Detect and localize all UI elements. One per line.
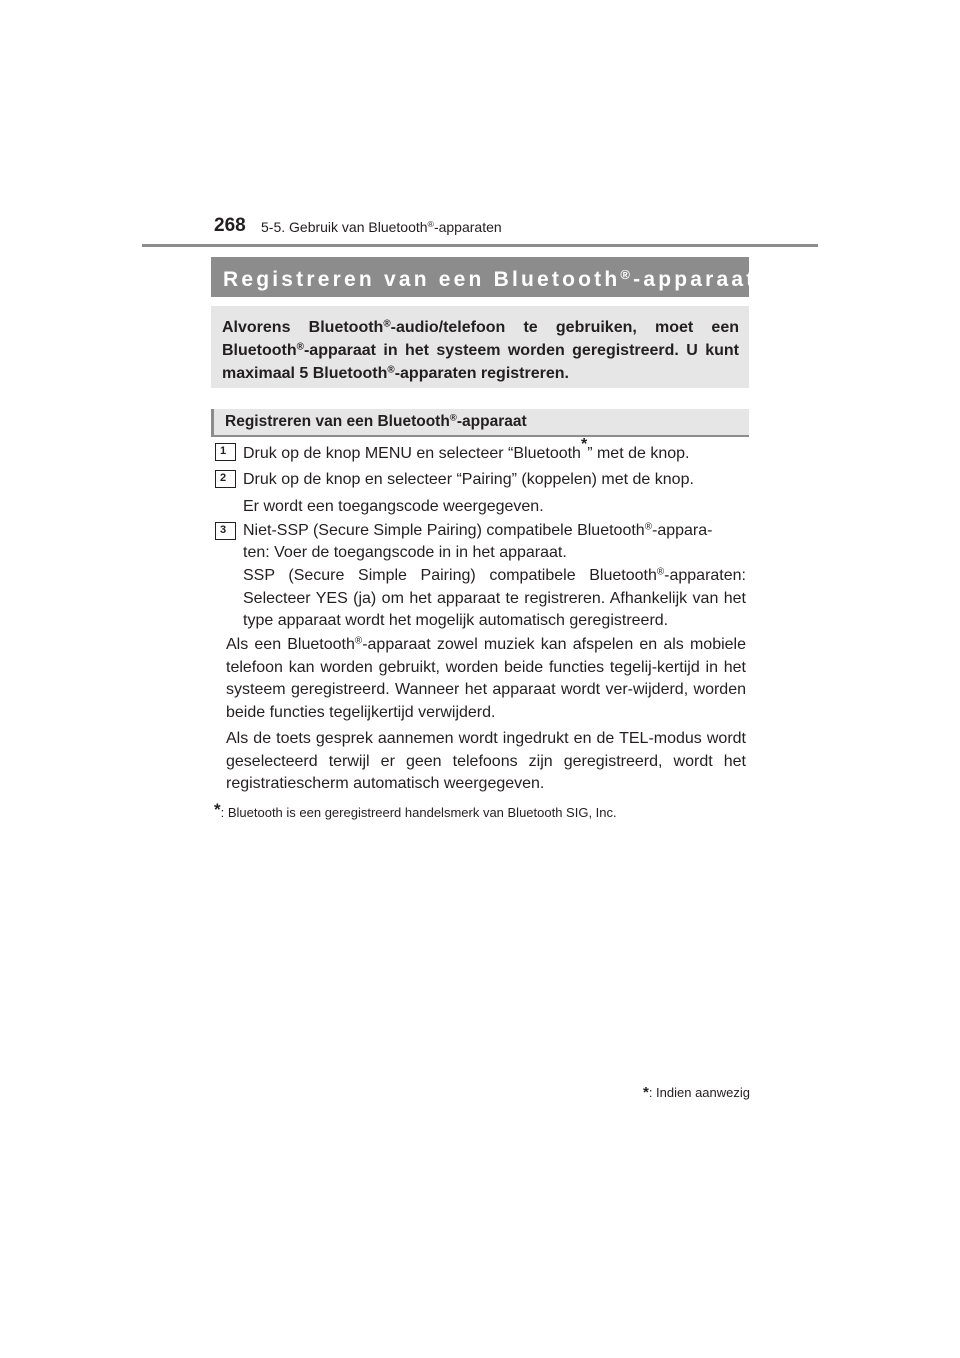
intro-text-3: -apparaat in het systeem worden geregistreerd. U kunt maximaal 5 Bluetooth xyxy=(222,342,739,382)
step-number-2: 2 xyxy=(215,470,236,488)
registered-mark: ® xyxy=(656,566,665,578)
running-header xyxy=(261,219,502,235)
intro-text-2: -audio/telefoon te gebruiken, moet een Bluetooth xyxy=(222,319,739,359)
step-2-note: Er wordt een toegangscode weergegeven. xyxy=(243,498,544,515)
step-3-ssp-before: SSP (Secure Simple Pairing) compatibele Bluetooth xyxy=(243,567,657,584)
registered-mark: ® xyxy=(620,266,634,282)
step-3-line-2: ten: Voer de toegangscode in in het apparaat. xyxy=(243,544,567,561)
availability-note-text: : Indien aanwezig xyxy=(648,1085,750,1100)
intro-box xyxy=(211,306,749,388)
asterisk-mark: * xyxy=(214,800,221,819)
paragraph-1-after: -apparaat zowel muziek kan afspelen en als mobiele telefoon kan worden gebruikt, worden beide functies tegelij-kertijd in het systeem geregistreerd. Wanneer het apparaat wordt ver-wijderd, worden beide functies tegelijkertijd verwijderd. xyxy=(226,636,747,721)
step-number-3: 3 xyxy=(215,522,236,540)
step-1-text xyxy=(243,436,690,466)
step-3-line-1-before: Niet-SSP (Secure Simple Pairing) compatibele Bluetooth xyxy=(243,522,645,539)
asterisk-mark: * xyxy=(580,436,588,454)
section-title-prefix: Registreren van een Bluetooth xyxy=(223,268,621,291)
availability-note xyxy=(630,1084,750,1101)
registered-mark: ® xyxy=(296,341,304,353)
availability-asterisk: * xyxy=(759,264,769,280)
registered-mark: ® xyxy=(449,412,457,424)
paragraph-1-before: Als een Bluetooth xyxy=(226,636,355,653)
registered-mark: ® xyxy=(383,318,391,330)
asterisk-mark: * xyxy=(642,1084,649,1101)
header-rule xyxy=(142,244,818,247)
registered-mark: ® xyxy=(427,219,434,230)
subheading-suffix: -apparaat xyxy=(456,413,527,430)
step-2-text: Druk op de knop en selecteer “Pairing” (koppelen) met de knop. xyxy=(243,471,694,488)
step-3-ssp-after: -apparaten: Selecteer YES (ja) om het apparaat te registreren. Afhankelijk van het type apparaat wordt het mogelijk automatisch geregistreerd. xyxy=(243,567,746,629)
registered-mark: ® xyxy=(354,635,363,647)
running-header-prefix: 5-5. Gebruik van Bluetooth xyxy=(261,219,428,235)
running-header-suffix: -apparaten xyxy=(433,219,502,235)
step-1-text-after: ” met de knop. xyxy=(587,445,690,462)
step-3-line-1-after: -appara- xyxy=(652,522,713,539)
paragraph-combined-device xyxy=(226,634,746,724)
paragraph-tel-mode: Als de toets gesprek aannemen wordt ingedrukt en de TEL-modus wordt geselecteerd terwijl er geen telefoons zijn geregistreerd, wordt het registratiescherm automatisch weergegeven. xyxy=(226,730,746,792)
section-title-suffix: -apparaat xyxy=(633,268,757,291)
trademark-footnote-text: : Bluetooth is een geregistreerd handelsmerk van Bluetooth SIG, Inc. xyxy=(220,805,617,820)
trademark-footnote xyxy=(214,800,617,820)
step-1-text-before: Druk op de knop MENU en selecteer “Bluetooth xyxy=(243,445,581,462)
page-number: 268 xyxy=(214,215,246,236)
step-3-line-1 xyxy=(243,520,712,543)
step-3-ssp-paragraph xyxy=(243,565,746,633)
subheading xyxy=(211,409,749,437)
registered-mark: ® xyxy=(387,364,395,376)
section-title xyxy=(211,257,769,297)
subheading-prefix: Registreren van een Bluetooth xyxy=(225,413,450,430)
registered-mark: ® xyxy=(644,521,652,533)
intro-text-1: Alvorens Bluetooth xyxy=(222,319,384,336)
step-number-1: 1 xyxy=(215,443,236,461)
intro-text-4: -apparaten registreren. xyxy=(394,365,569,382)
